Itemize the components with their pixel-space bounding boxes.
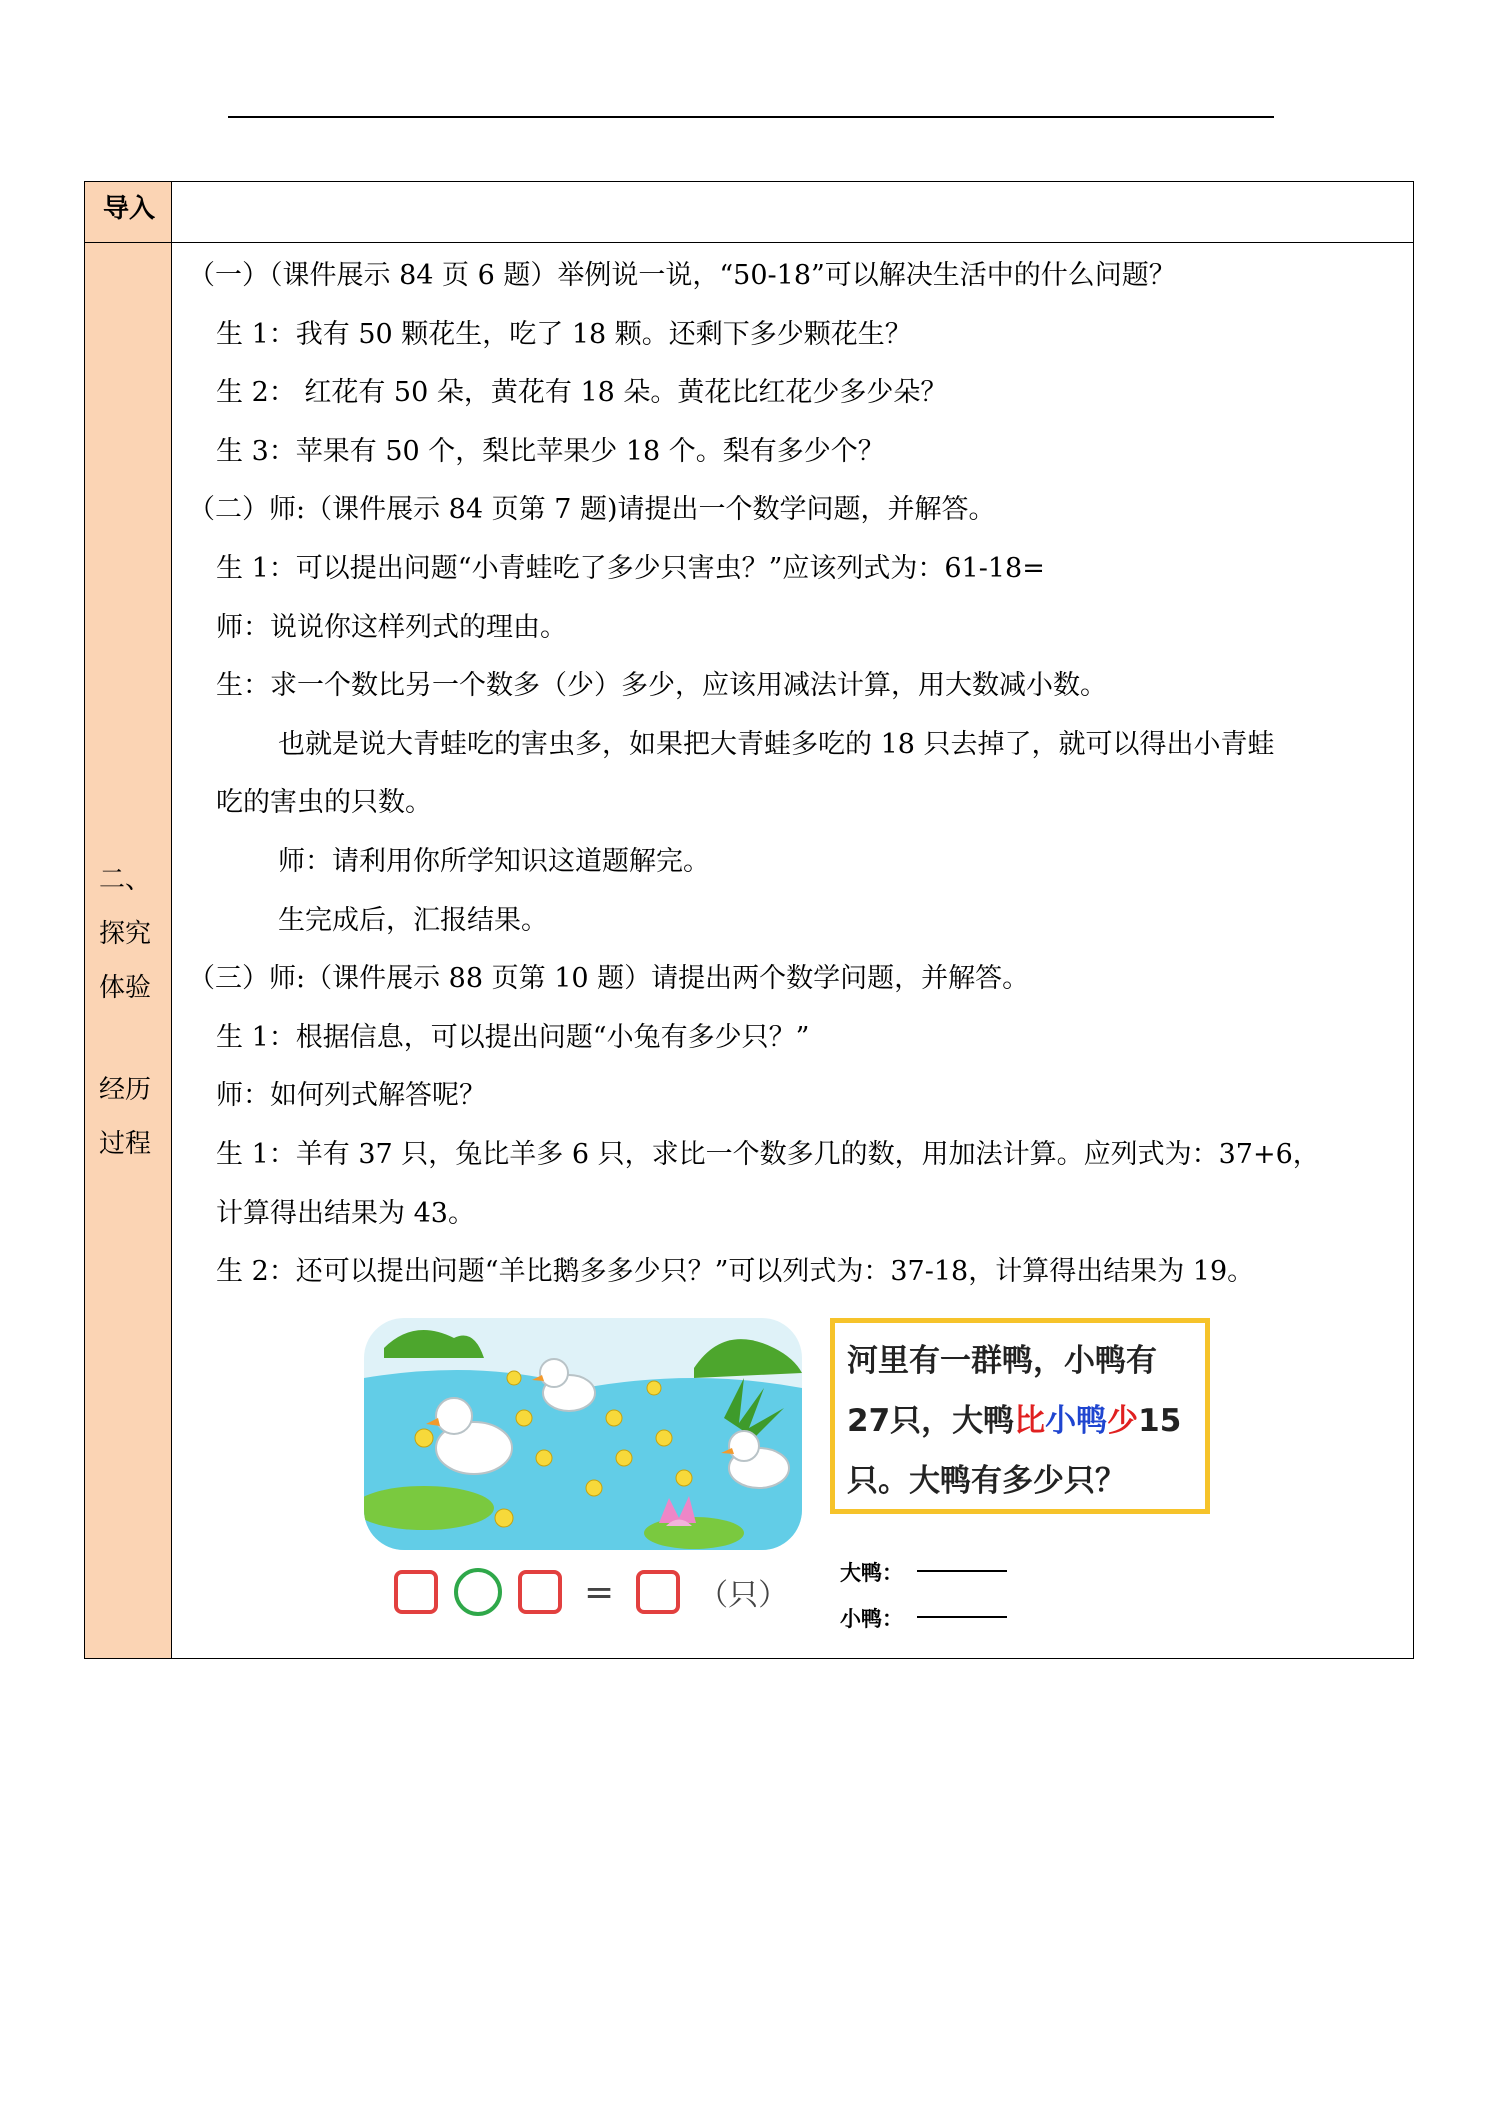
problem-text: 15只。大鸭有多少只？ [847,1403,1182,1499]
explore-label-cell [85,243,172,1659]
header-rule [228,116,1274,118]
section-label-line: 经历 [99,1075,152,1105]
content-line: 生 1：可以提出问题“小青蛙吃了多少只害虫？”应该列式为：61-18= [216,552,1045,584]
answer-square [636,1570,680,1614]
operator-circle [454,1568,502,1616]
content-line: 计算得出结果为 43。 [216,1197,475,1229]
content-line: 生 2：还可以提出问题“羊比鹅多多少只？”可以列式为：37-18，计算得出结果为 19。 [216,1256,1255,1288]
section-label-line: 过程 [99,1129,152,1159]
problem-box [830,1318,1210,1514]
content-line: 师：说说你这样列式的理由。 [216,611,567,643]
section-label-line: 二、 [99,865,152,895]
content-line: 生：求一个数比另一个数多（少）多少，应该用减法计算，用大数减小数。 [216,670,1107,702]
section-label-line: 体验 [99,973,152,1003]
answer-square [394,1570,438,1614]
equals-sign: = [584,1571,615,1613]
content-line: 生 1：我有 50 颗花生，吃了 18 颗。还剩下多少颗花生？ [216,318,912,350]
content-line: 生完成后，汇报结果。 [278,904,548,936]
problem-keyword: 比 [1014,1403,1046,1439]
content-line: 吃的害虫的只数。 [216,787,432,819]
intro-content-cell [172,182,1414,243]
content-line: （三）师:（课件展示 88 页第 10 题）请提出两个数学问题，并解答。 [188,963,1030,995]
pond-picture [364,1318,802,1550]
content-line: 师：请利用你所学知识这道题解完。 [278,845,710,877]
duck-illustration [364,1318,1224,1638]
intro-label-cell [85,182,172,243]
intro-label: 导入 [103,194,156,224]
answer-lines [840,1550,1007,1642]
problem-keyword: 小鸭 [1045,1403,1108,1439]
content-line: （二）师:（课件展示 84 页第 7 题)请提出一个数学问题，并解答。 [188,494,996,526]
answer-square [518,1570,562,1614]
content-line: 生 1：根据信息，可以提出问题“小兔有多少只？” [216,1021,810,1053]
unit-label: （只） [698,1578,789,1613]
lesson-content [172,243,1413,1302]
content-line: 生 3：苹果有 50 个，梨比苹果少 18 个。梨有多少个？ [216,435,885,467]
intro-row [85,182,1414,243]
content-line: （一）（课件展示 84 页 6 题）举例说一说，“50-18”可以解决生活中的什么问题？ [188,260,1176,291]
problem-text: 河里有一群鸭，小鸭有27只，大鸭 [847,1343,1157,1439]
section-label [85,243,171,1171]
content-line: 师：如何列式解答呢？ [216,1080,486,1112]
answer-label: 大鸭： [840,1561,903,1585]
equation-row [394,1568,788,1616]
content-line: 生 1：羊有 37 只，兔比羊多 6 只，求比一个数多几的数，用加法计算。应列式为：37+6， [216,1138,1320,1170]
content-line: 也就是说大青蛙吃的害虫多，如果把大青蛙多吃的 18 只去掉了，就可以得出小青蛙 [278,728,1275,760]
content-line: 生 2： 红花有 50 朵，黄花有 18 朵。黄花比红花少多少朵？ [216,377,948,409]
problem-keyword: 少 [1107,1403,1139,1439]
section-label-line: 探究 [99,919,152,949]
answer-label: 小鸭： [840,1607,903,1631]
